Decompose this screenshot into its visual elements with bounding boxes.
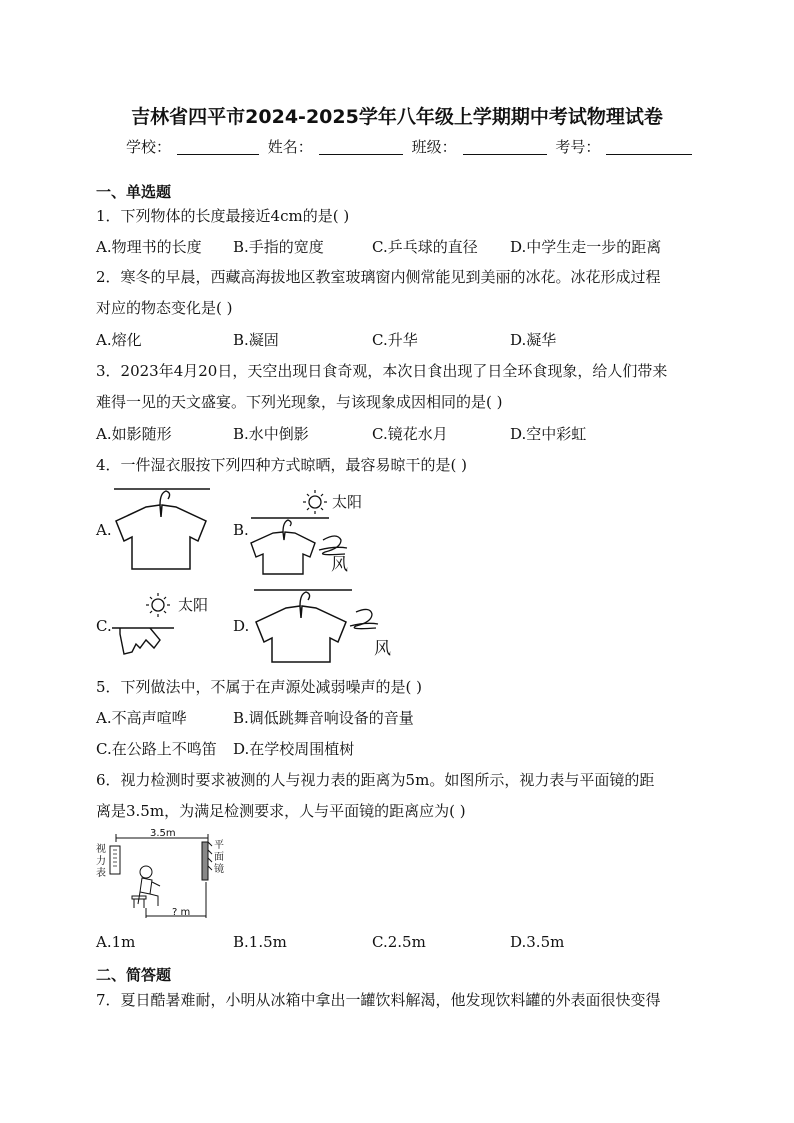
q1-option-b[interactable]: B.手指的宽度 — [233, 238, 324, 256]
q3-stem-line1: 3．2023年4月20日，天空出现日食奇观，本次日食出现了日全环食现象，给人们带来 — [96, 362, 668, 380]
q2-option-b[interactable]: B.凝固 — [233, 331, 279, 349]
q2-option-c[interactable]: C.升华 — [372, 331, 418, 349]
q6-option-a[interactable]: A.1m — [96, 933, 136, 951]
q7-stem: 7．夏日酷暑难耐，小明从冰箱中拿出一罐饮料解渴，他发现饮料罐的外表面很快变得 — [96, 991, 661, 1009]
q6-eye-test-figure — [94, 826, 234, 924]
school-label: 学校： — [126, 138, 172, 156]
mirror-label-1: 平 — [214, 840, 224, 851]
q3-option-d[interactable]: D.空中彩虹 — [510, 425, 587, 443]
q2-stem-line1: 2．寒冬的早晨，西藏高海拔地区教室玻璃窗内侧常能见到美丽的冰花。冰花形成过程 — [96, 268, 661, 286]
q4-figure-a[interactable] — [110, 483, 220, 573]
plane-mirror-icon — [202, 842, 212, 880]
mirror-label-2: 面 — [214, 852, 224, 863]
q4-stem: 4．一件湿衣服按下列四种方式晾晒，最容易晾干的是( ) — [96, 456, 468, 474]
exam-title: 吉林省四平市2024-2025学年八年级上学期期中考试物理试卷 — [131, 106, 663, 128]
vision-chart-icon — [110, 846, 120, 874]
shirt-icon — [256, 606, 346, 662]
number-blank[interactable] — [606, 139, 692, 155]
chart-label-3: 表 — [96, 868, 106, 879]
q1-option-c[interactable]: C.乒乓球的直径 — [372, 238, 478, 256]
q5-stem: 5．下列做法中，不属于在声源处减弱噪声的是( ) — [96, 678, 423, 696]
section-heading-short-answer: 二、简答题 — [96, 966, 172, 984]
hanger-hook-icon — [300, 592, 310, 606]
chart-label-1: 视 — [96, 844, 106, 855]
q3-option-a[interactable]: A.如影随形 — [96, 425, 172, 443]
q4-option-b-label[interactable]: B. — [233, 521, 249, 539]
wind-stroke — [350, 623, 378, 626]
name-blank[interactable] — [319, 139, 403, 155]
chart-label-2: 力 — [96, 856, 106, 867]
q5-option-b[interactable]: B.调低跳舞音响设备的音量 — [233, 709, 414, 727]
student-info-line — [126, 136, 696, 157]
q1-option-d[interactable]: D.中学生走一步的距离 — [510, 238, 662, 256]
q1-stem: 1．下列物体的长度最接近4cm的是( ) — [96, 207, 350, 225]
q5-option-d[interactable]: D.在学校周围植树 — [233, 740, 355, 758]
sun-icon — [146, 593, 170, 617]
seated-person-icon — [132, 866, 160, 908]
q6-option-b[interactable]: B.1.5m — [233, 933, 287, 951]
q5-option-c[interactable]: C.在公路上不鸣笛 — [96, 740, 217, 758]
class-blank[interactable] — [463, 139, 547, 155]
shirt-icon — [116, 505, 206, 569]
sun-label: 太阳 — [178, 596, 209, 614]
section-heading-single-choice: 一、单选题 — [96, 183, 172, 201]
sun-icon — [303, 490, 327, 514]
q2-option-a[interactable]: A.熔化 — [96, 331, 142, 349]
shirt-icon — [251, 532, 315, 574]
q2-stem-line2: 对应的物态变化是( ) — [96, 299, 233, 317]
q3-option-c[interactable]: C.镜花水月 — [372, 425, 448, 443]
q3-stem-line2: 难得一见的天文盛宴。下列光现象，与该现象成因相同的是( ) — [96, 393, 503, 411]
q6-stem-line1: 6．视力检测时要求被测的人与视力表的距离为5m。如图所示，视力表与平面镜的距 — [96, 771, 655, 789]
q4-figure-b[interactable] — [245, 488, 395, 578]
wind-icon — [354, 609, 376, 628]
q4-option-c-label[interactable]: C. — [96, 617, 112, 635]
q4-option-a-label[interactable]: A. — [96, 521, 112, 539]
q3-option-b[interactable]: B.水中倒影 — [233, 425, 309, 443]
q6-stem-line2: 离是3.5m，为满足检测要求，人与平面镜的距离应为( ) — [96, 802, 466, 820]
mirror-label-3: 镜 — [214, 864, 224, 875]
q2-option-d[interactable]: D.凝华 — [510, 331, 557, 349]
distance-label-bottom: ? m — [172, 907, 191, 918]
hanger-hook-icon — [160, 491, 170, 505]
q1-option-a[interactable]: A.物理书的长度 — [96, 238, 202, 256]
wind-icon — [323, 536, 346, 555]
number-label: 考号： — [555, 138, 601, 156]
school-blank[interactable] — [177, 139, 259, 155]
hanger-hook-icon — [283, 520, 291, 532]
wind-label: 风 — [331, 555, 348, 575]
distance-label-top: 3.5m — [150, 828, 176, 839]
q4-figure-c[interactable] — [110, 590, 225, 660]
q4-figure-d[interactable] — [248, 582, 398, 667]
folded-shirt-icon — [120, 628, 160, 654]
q4-option-d-label[interactable]: D. — [233, 617, 250, 635]
sun-label: 太阳 — [332, 493, 363, 511]
q5-option-a[interactable]: A.不高声喧哗 — [96, 709, 187, 727]
class-label: 班级： — [411, 138, 457, 156]
q6-option-d[interactable]: D.3.5m — [510, 933, 565, 951]
wind-label: 风 — [374, 639, 391, 659]
name-label: 姓名： — [267, 138, 313, 156]
q6-option-c[interactable]: C.2.5m — [372, 933, 426, 951]
